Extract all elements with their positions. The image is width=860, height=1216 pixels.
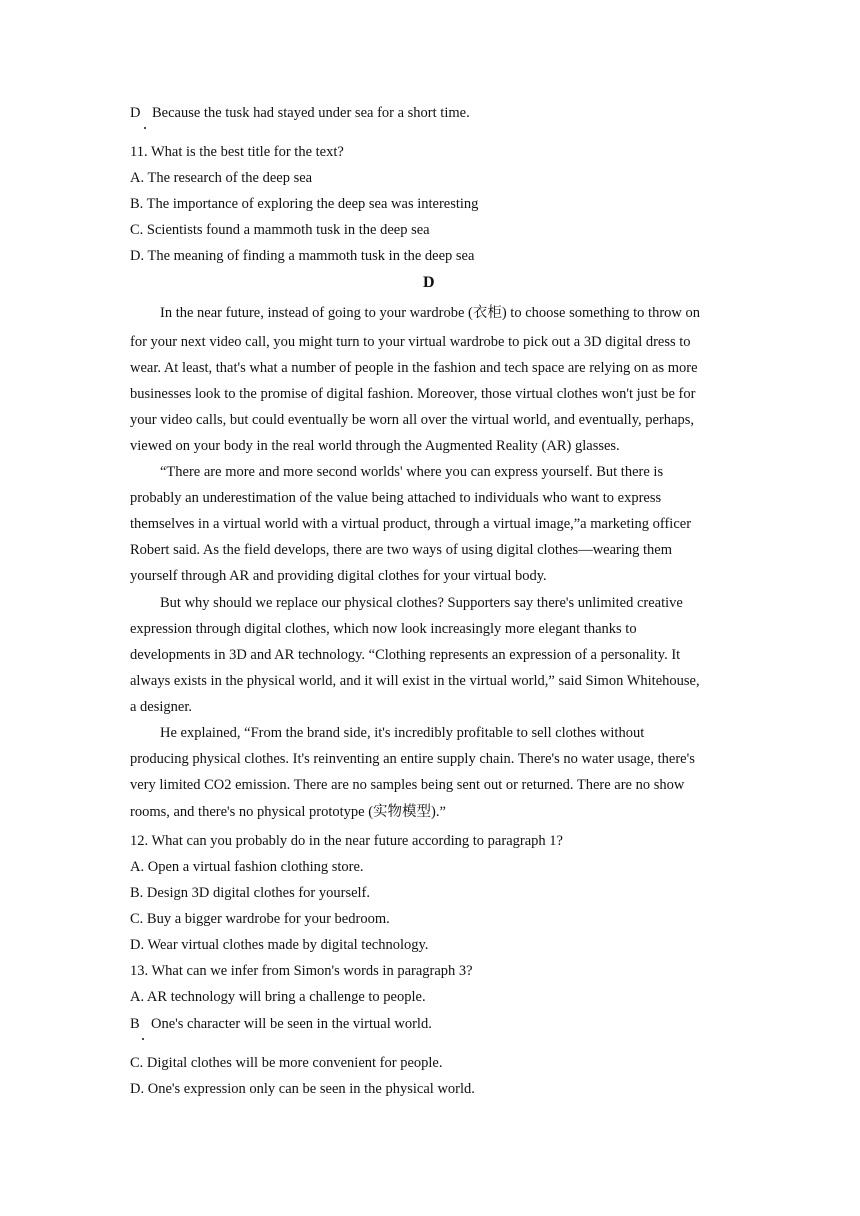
passage-line: “There are more and more second worlds' where you can express yourself. But there is bbox=[160, 464, 664, 480]
question-13-option-b-letter: B bbox=[130, 1016, 140, 1032]
passage-line: producing physical clothes. It's reinventing an entire supply chain. There's no water usage, there's bbox=[130, 751, 695, 767]
passage-line: developments in 3D and AR technology. “Clothing represents an expression of a personality. It bbox=[130, 647, 681, 663]
passage-line: a designer. bbox=[130, 699, 193, 715]
passage-line: wear. At least, that's what a number of people in the fashion and tech space are relying on as more bbox=[130, 360, 698, 376]
passage-line: very limited CO2 emission. There are no samples being sent out or returned. There are no show bbox=[130, 777, 685, 793]
passage-line: He explained, “From the brand side, it's incredibly profitable to sell clothes without bbox=[160, 725, 645, 741]
question-11-option-c: C. Scientists found a mammoth tusk in the deep sea bbox=[130, 222, 430, 238]
passage-line: rooms, and there's no physical prototype (实物模型).” bbox=[130, 804, 446, 820]
passage-line: for your next video call, you might turn to your virtual wardrobe to pick out a 3D digital dress to bbox=[130, 334, 691, 350]
passage-line: always exists in the physical world, and it will exist in the virtual world,” said Simon Whitehouse, bbox=[130, 673, 700, 689]
passage-line: But why should we replace our physical clothes? Supporters say there's unlimited creative bbox=[160, 595, 683, 611]
question-12-option-a: A. Open a virtual fashion clothing store. bbox=[130, 859, 364, 875]
question-11-option-a: A. The research of the deep sea bbox=[130, 170, 313, 186]
passage-line: Robert said. As the field develops, there are two ways of using digital clothes—wearing them bbox=[130, 542, 673, 558]
emphasis-dot bbox=[144, 127, 146, 129]
question-13-option-a: A. AR technology will bring a challenge to people. bbox=[130, 989, 426, 1005]
emphasis-dot bbox=[142, 1038, 144, 1040]
passage-line: expression through digital clothes, which now look increasingly more elegant thanks to bbox=[130, 621, 637, 637]
question-11-option-d: D. The meaning of finding a mammoth tusk in the deep sea bbox=[130, 248, 475, 264]
passage-line: businesses look to the promise of digital fashion. Moreover, those virtual clothes won't just be for bbox=[130, 386, 696, 402]
question-12-stem: 12. What can you probably do in the near future according to paragraph 1? bbox=[130, 833, 563, 849]
q10-option-d-letter: D bbox=[130, 105, 141, 121]
passage-line: probably an underestimation of the value being attached to individuals who want to express bbox=[130, 490, 662, 506]
passage-line: your video calls, but could eventually be worn all over the virtual world, and eventually, perhaps, bbox=[130, 412, 694, 428]
passage-line: themselves in a virtual world with a virtual product, through a virtual image,”a marketing officer bbox=[130, 516, 692, 532]
passage-line: In the near future, instead of going to your wardrobe (衣柜) to choose something to throw on bbox=[160, 305, 700, 321]
passage-line: yourself through AR and providing digital clothes for your virtual body. bbox=[130, 568, 547, 584]
question-13-option-b-text: One's character will be seen in the virtual world. bbox=[151, 1016, 432, 1032]
question-12-option-d: D. Wear virtual clothes made by digital technology. bbox=[130, 937, 429, 953]
question-12-option-b: B. Design 3D digital clothes for yourself. bbox=[130, 885, 371, 901]
question-11-option-b: B. The importance of exploring the deep sea was interesting bbox=[130, 196, 479, 212]
question-13-option-d: D. One's expression only can be seen in the physical world. bbox=[130, 1081, 475, 1097]
q10-option-d-text: Because the tusk had stayed under sea for a short time. bbox=[152, 105, 470, 121]
passage-line: viewed on your body in the real world through the Augmented Reality (AR) glasses. bbox=[130, 438, 620, 454]
question-11-stem: 11. What is the best title for the text? bbox=[130, 144, 344, 160]
question-13-stem: 13. What can we infer from Simon's words in paragraph 3? bbox=[130, 963, 473, 979]
section-heading: D bbox=[423, 274, 435, 291]
question-12-option-c: C. Buy a bigger wardrobe for your bedroom. bbox=[130, 911, 390, 927]
question-13-option-c: C. Digital clothes will be more convenient for people. bbox=[130, 1055, 443, 1071]
